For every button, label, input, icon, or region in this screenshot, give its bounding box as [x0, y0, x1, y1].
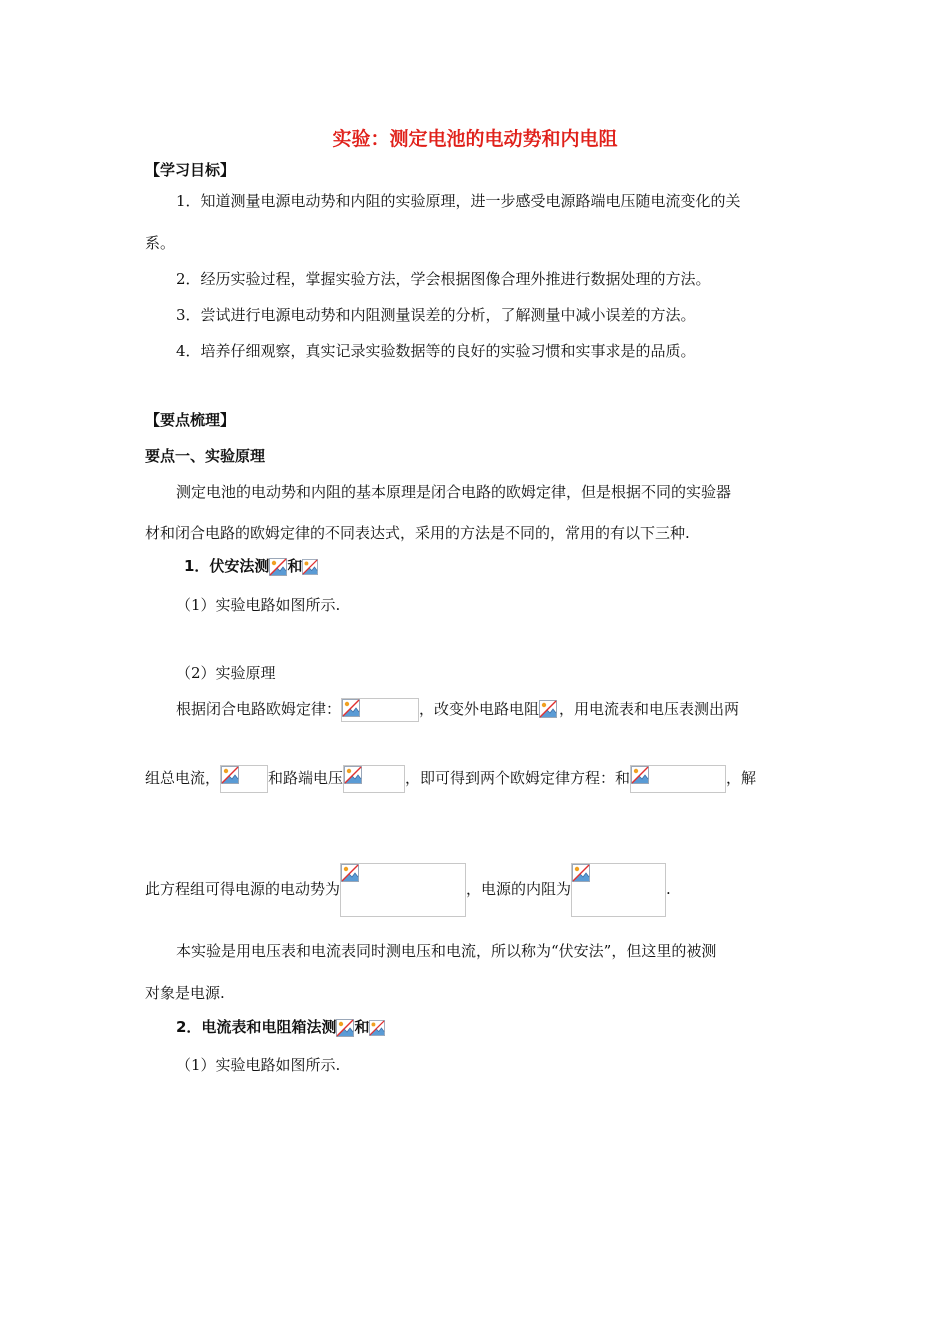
- m1-circuit-text: （1）实验电路如图所示.: [176, 596, 341, 614]
- text-span: 此方程组可得电源的电动势为: [145, 880, 341, 898]
- text-span: 根据闭合电路欧姆定律：: [176, 700, 342, 718]
- broken-image-icon: [341, 864, 359, 882]
- broken-image-icon: [302, 559, 318, 575]
- formula-image: [571, 863, 666, 917]
- method2-and: 和: [354, 1018, 370, 1036]
- note-paragraph: 本实验是用电压表和电流表同时测电压和电流，所以称为“伏安法”，但这里的被测: [176, 942, 717, 960]
- broken-image-icon: [269, 558, 287, 576]
- broken-image-icon: [342, 699, 360, 717]
- m2-circuit-text: （1）实验电路如图所示.: [176, 1056, 341, 1074]
- principle-line-2: [145, 764, 756, 793]
- objective-1: 1．知道测量电源电动势和内阻的实验原理，进一步感受电源路端电压随电流变化的关: [176, 192, 741, 210]
- formula-image: [630, 765, 726, 793]
- broken-image-icon: [631, 766, 649, 784]
- section-heading-key-points: 【要点梳理】: [145, 411, 236, 429]
- point1-heading: 要点一、实验原理: [145, 447, 266, 465]
- method2-label: 2．电流表和电阻箱法测: [176, 1018, 337, 1036]
- text-span: ，解: [726, 769, 757, 787]
- note-paragraph-cont: 对象是电源.: [145, 984, 225, 1002]
- m1-principle-text: （2）实验原理: [176, 664, 276, 682]
- method1-and: 和: [287, 557, 303, 575]
- broken-image-icon: [336, 1019, 354, 1037]
- principle-line-1: [176, 697, 739, 722]
- broken-image-icon: [221, 766, 239, 784]
- page-title: 实验：测定电池的电动势和内电阻: [332, 128, 618, 150]
- formula-image: [269, 558, 287, 576]
- formula-image: [340, 863, 466, 917]
- objective-4: 4．培养仔细观察，真实记录实验数据等的良好的实验习惯和实事求是的品质。: [176, 342, 696, 360]
- text-span: ，改变外电路电阻: [419, 700, 540, 718]
- text-span: ，电源的内阻为: [466, 880, 572, 898]
- broken-image-icon: [369, 1020, 385, 1036]
- text-span: ，即可得到两个欧姆定律方程：和: [405, 769, 631, 787]
- objective-1-cont: 系。: [145, 234, 176, 252]
- intro-paragraph: 测定电池的电动势和内阻的基本原理是闭合电路的欧姆定律，但是根据不同的实验器: [176, 483, 732, 501]
- formula-image: [302, 559, 318, 575]
- formula-image: [369, 1020, 385, 1036]
- text-span: 组总电流，: [145, 769, 221, 787]
- formula-image: [220, 765, 268, 793]
- broken-image-icon: [344, 766, 362, 784]
- objective-3: 3．尝试进行电源电动势和内阻测量误差的分析，了解测量中减小误差的方法。: [176, 306, 696, 324]
- text-span: ，用电流表和电压表测出两: [559, 700, 740, 718]
- text-span: .: [666, 880, 671, 898]
- section-heading-objectives: 【学习目标】: [145, 161, 236, 179]
- objective-2: 2．经历实验过程，掌握实验方法，学会根据图像合理外推进行数据处理的方法。: [176, 270, 711, 288]
- formula-image: [539, 700, 559, 720]
- formula-image: [336, 1019, 354, 1037]
- broken-image-icon: [572, 864, 590, 882]
- intro-paragraph-cont: 材和闭合电路的欧姆定律的不同表达式，采用的方法是不同的，常用的有以下三种.: [145, 524, 690, 542]
- method2-heading: [176, 1017, 385, 1037]
- text-span: 和路端电压: [268, 769, 344, 787]
- principle-line-3: [145, 862, 671, 917]
- method1-label: 1．伏安法测: [184, 557, 270, 575]
- formula-image: [341, 698, 419, 722]
- formula-image: [343, 765, 405, 793]
- method1-heading: [184, 556, 318, 576]
- broken-image-icon: [539, 700, 557, 718]
